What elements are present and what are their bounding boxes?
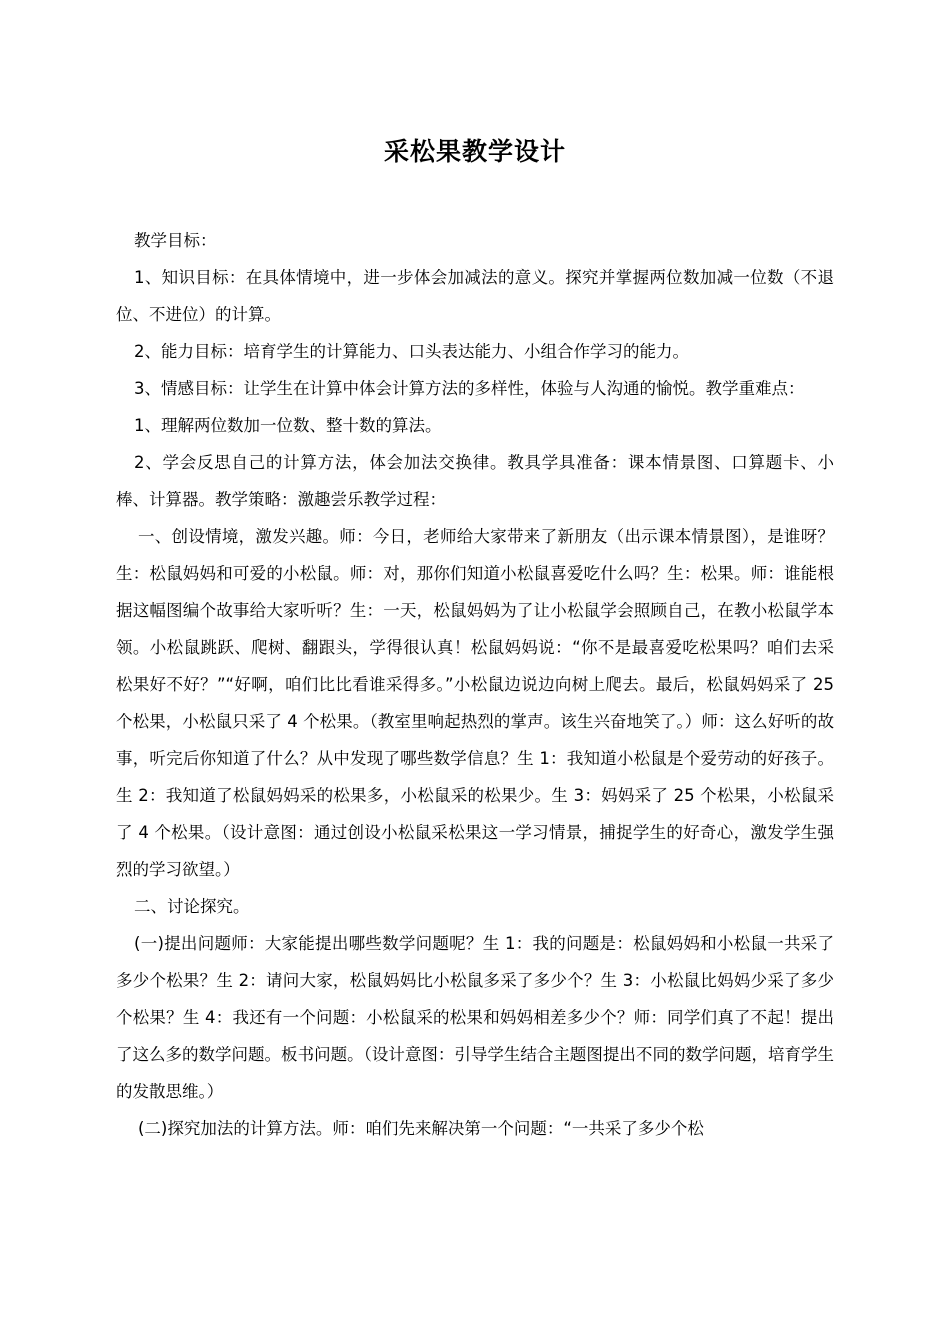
paragraph-key-point-1: 1、理解两位数加一位数、整十数的算法。 — [134, 416, 442, 435]
paragraph-section-1: 一、创设情境，激发兴趣。师：今日，老师给大家带来了新朋友（出示课本情景图），是谁呀？生：松鼠妈妈和可爱的小松鼠。师：对，那你们知道小松鼠喜爱吃什么吗？生：松果。师：谁能根据这幅图编个故事给大家听听？生：一天，松鼠妈妈为了让小松鼠学会照顾自己，在教小松鼠学本领。小松鼠跳跃、爬树、翻跟头，学得很认真！松鼠妈妈说：“你不是最喜爱吃松果吗？咱们去采松果好不好？”“好啊，咱们比比看谁采得多。”小松鼠边说边向树上爬去。最后，松鼠妈妈采了 25 个松果，小松鼠只采了 4 个松果。（教室里响起热烈的掌声。该生兴奋地笑了。）师：这么好听的故事，听完后你知道了什么？从中发现了哪些数学信息？生 1：我知道小松鼠是个爱劳动的好孩子。生 2：我知道了松鼠妈妈采的松果多，小松鼠采的松果少。生 3：妈妈采了 25 个松果，小松鼠采了 4 个松果。（设计意图：通过创设小松鼠采松果这一学习情景，捕捉学生的好奇心，激发学生强烈的学习欲望。） — [116, 527, 834, 879]
document-title: 采松果教学设计 — [383, 137, 566, 166]
paragraph-subsection-2: (二)探究加法的计算方法。师：咱们先来解决第一个问题：“一共采了多少个松 — [138, 1119, 704, 1138]
document-body — [116, 222, 834, 1147]
paragraph-objectives-heading: 教学目标： — [134, 231, 217, 250]
paragraph-ability-goal: 2、能力目标：培育学生的计算能力、口头表达能力、小组合作学习的能力。 — [134, 342, 689, 361]
paragraph-section-2-heading: 二、讨论探究。 — [134, 897, 250, 916]
paragraph-key-point-2: 2、学会反思自己的计算方法，体会加法交换律。教具学具准备：课本情景图、口算题卡、小棒、计算器。教学策略：激趣尝乐教学过程： — [116, 453, 834, 509]
paragraph-emotion-goal: 3、情感目标：让学生在计算中体会计算方法的多样性，体验与人沟通的愉悦。教学重难点： — [134, 379, 805, 398]
paragraph-subsection-1: (一)提出问题师：大家能提出哪些数学问题呢？生 1：我的问题是：松鼠妈妈和小松鼠一共采了多少个松果？生 2：请问大家，松鼠妈妈比小松鼠多采了多少个？生 3：小松鼠比妈妈少采了多少个松果？生 4：我还有一个问题：小松鼠采的松果和妈妈相差多少个？师：同学们真了不起！提出了这么多的数学问题。板书问题。（设计意图：引导学生结合主题图提出不同的数学问题，培育学生的发散思维。） — [116, 934, 834, 1101]
paragraph-knowledge-goal: 1、知识目标：在具体情境中，进一步体会加减法的意义。探究并掌握两位数加减一位数（不退位、不进位）的计算。 — [116, 268, 834, 324]
